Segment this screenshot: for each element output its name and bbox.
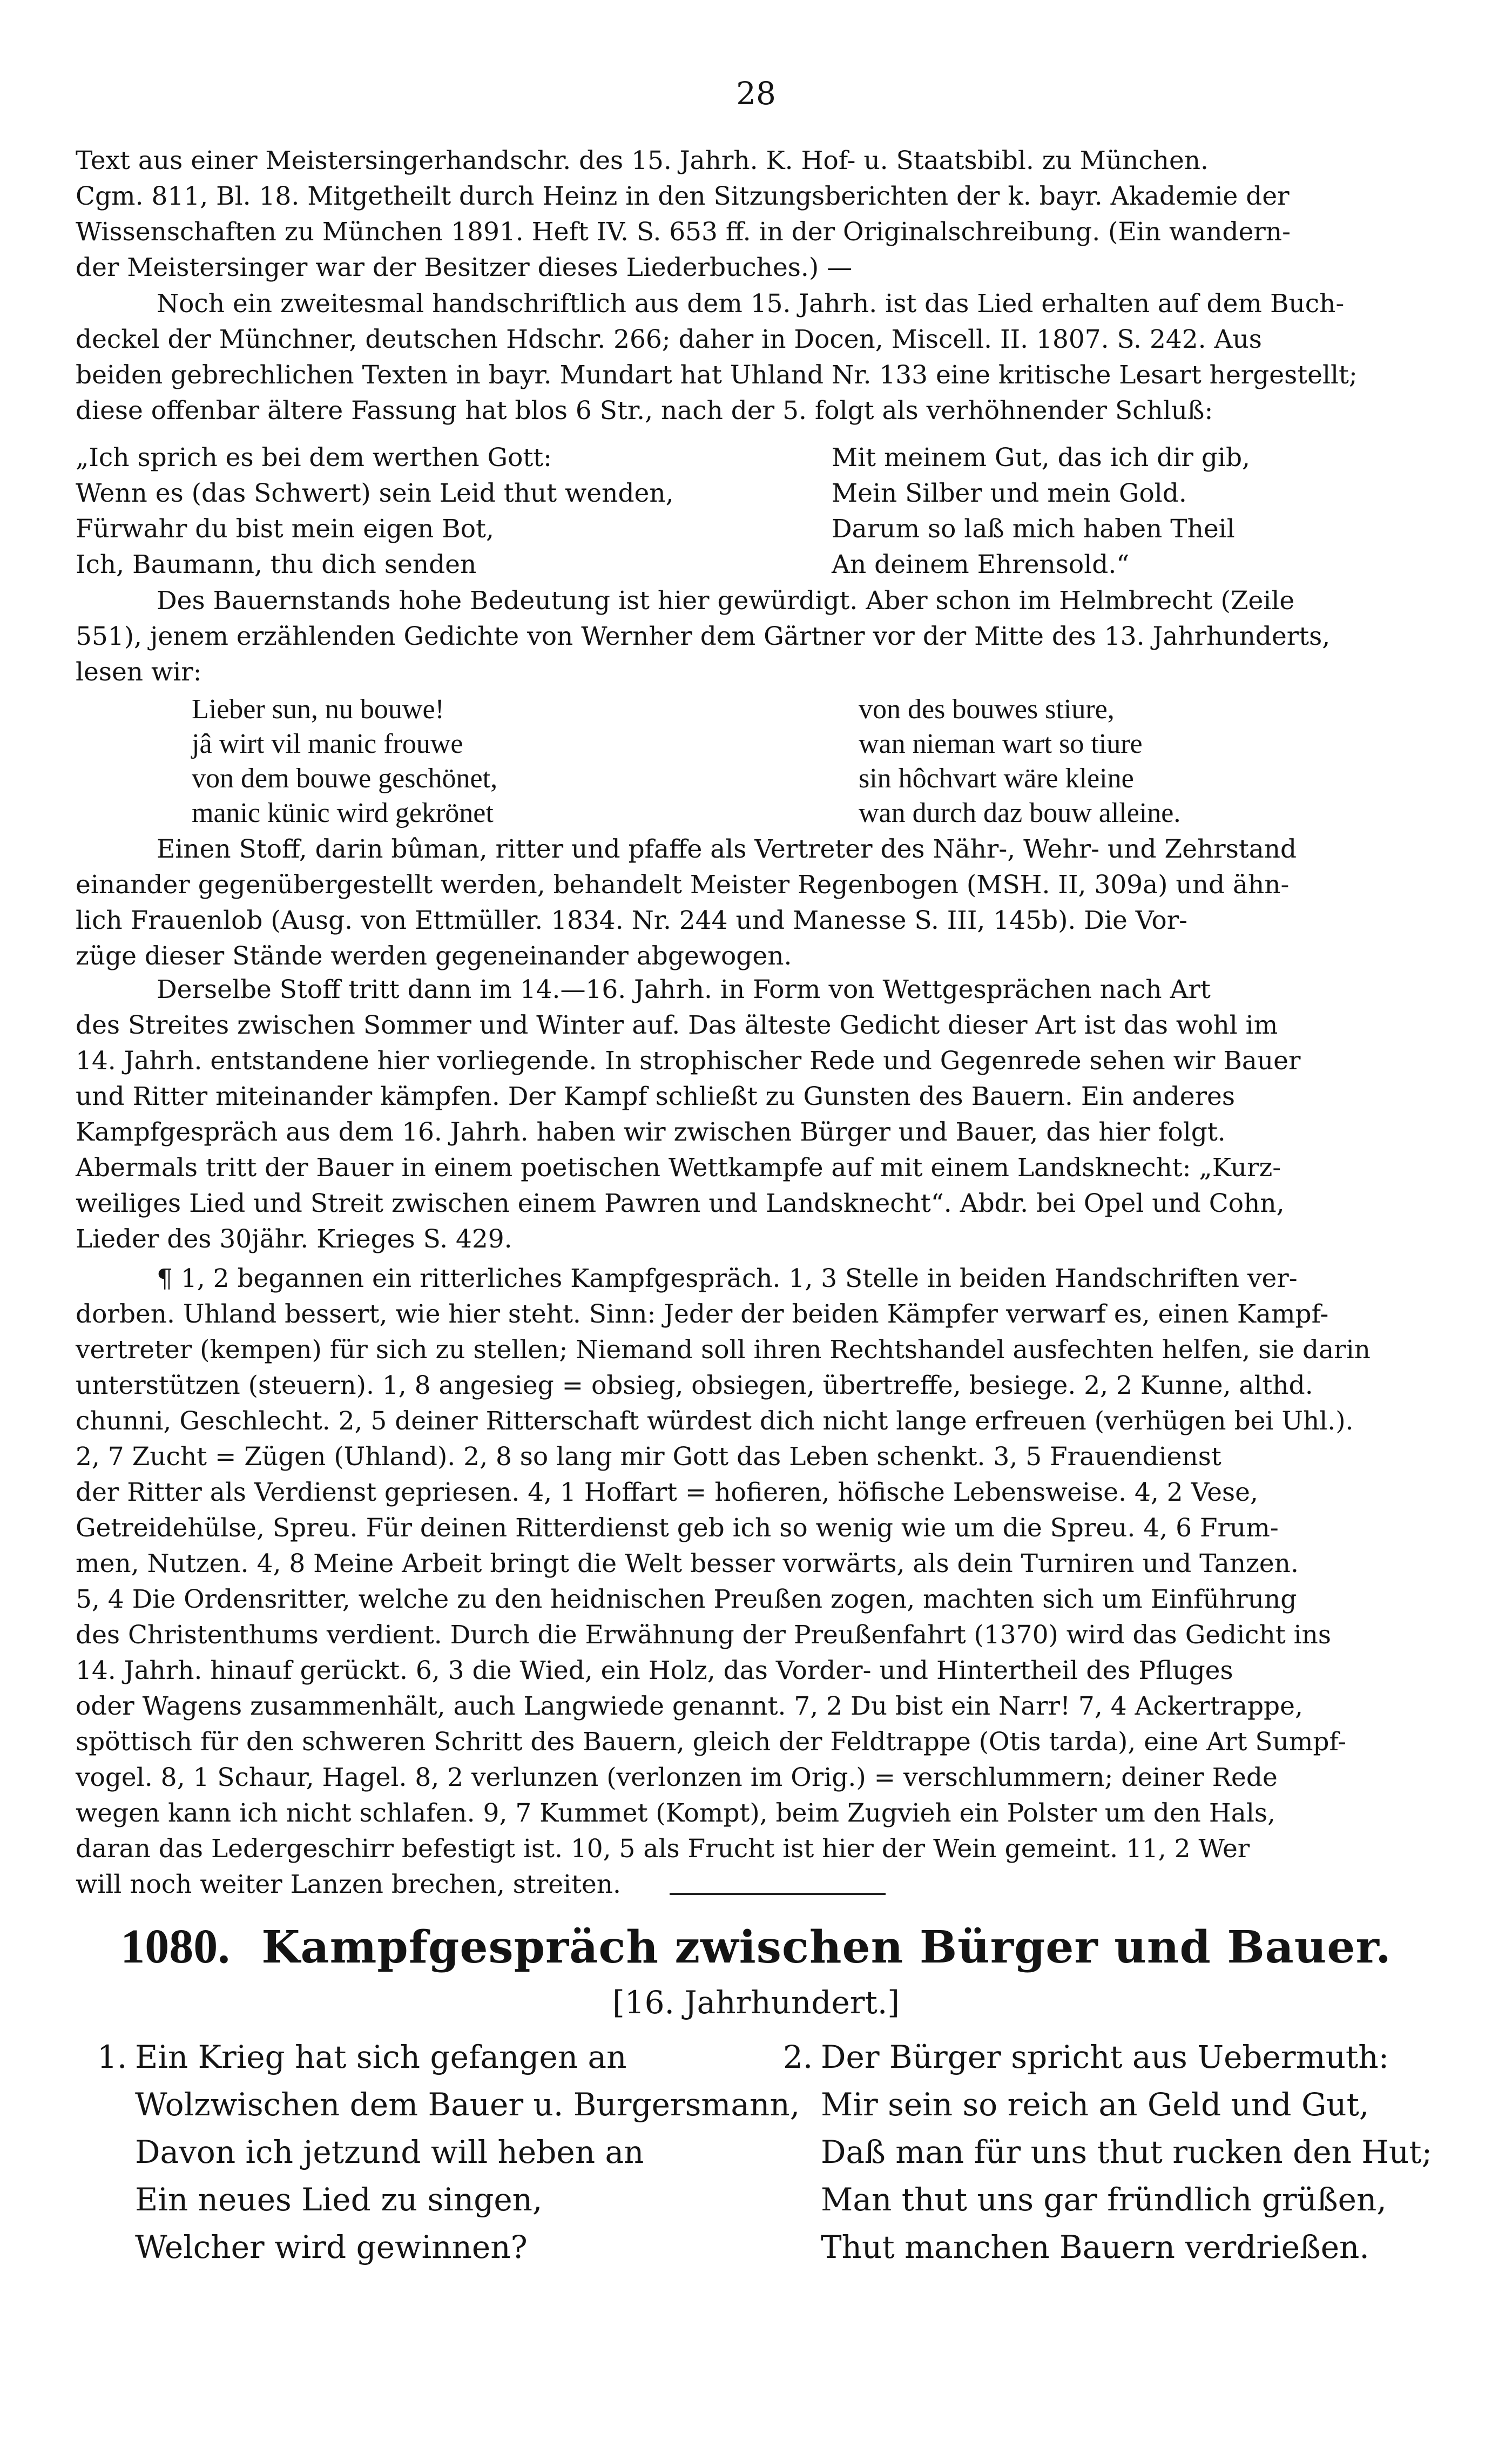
poem-line: Man thut uns gar fründlich grüßen, (821, 2181, 1387, 2218)
text-line: des Streites zwischen Sommer und Winter auf. Das älteste Gedicht dieser Art ist das wohl im (76, 1010, 1278, 1040)
text-line: beiden gebrechlichen Texten in bayr. Mundart hat Uhland Nr. 133 eine kritische Lesart hergestellt; (76, 360, 1358, 390)
verse-line: Darum so laß mich haben Theil (832, 514, 1235, 544)
note-line: dorben. Uhland bessert, wie hier steht. Sinn: Jeder der beiden Kämpfer verwarf es, einen Kampf- (76, 1299, 1329, 1329)
text-line: Abermals tritt der Bauer in einem poetischen Wettkampfe auf mit einem Landsknecht: „Kurz- (76, 1153, 1281, 1183)
note-line: ¶ 1, 2 begannen ein ritterliches Kampfgespräch. 1, 3 Stelle in beiden Handschriften ver- (157, 1264, 1298, 1293)
note-line: will noch weiter Lanzen brechen, streiten. (76, 1870, 621, 1899)
poem-line: Thut manchen Bauern verdrießen. (821, 2229, 1369, 2265)
stanza-number: 2. (783, 2039, 813, 2075)
manuscript-paragraph (76, 286, 1447, 429)
text-line: Cgm. 811, Bl. 18. Mitgetheilt durch Heinz in den Sitzungsberichten der k. bayr. Akademie der (76, 181, 1290, 211)
mhg-quote-right (859, 692, 1180, 831)
section-divider (670, 1893, 886, 1895)
verse-line: sin hôchvart wäre kleine (859, 763, 1134, 794)
text-line: Text aus einer Meistersingerhandschr. des 15. Jahrh. K. Hof- u. Staatsbibl. zu München. (76, 146, 1209, 176)
stoff-paragraph (76, 832, 1447, 974)
text-line: lich Frauenlob (Ausg. von Ettmüller. 1834. Nr. 244 und Manesse S. III, 145b). Die Vor- (76, 906, 1188, 935)
poem-line: Daß man für uns thut rucken den Hut; (821, 2134, 1433, 2170)
verse-line: jâ wirt vil manic frouwe (192, 729, 463, 759)
verse-line: manic künic wird gekrönet (192, 798, 494, 828)
text-line: Des Bauernstands hohe Bedeutung ist hier gewürdigt. Aber schon im Helmbrecht (Zeile (157, 586, 1295, 616)
text-line: Wissenschaften zu München 1891. Heft IV. S. 653 ff. in der Originalschreibung. (Ein wandern- (76, 217, 1291, 247)
verse-line: Mit meinem Gut, das ich dir gib, (832, 443, 1250, 473)
verse-line: Wenn es (das Schwert) sein Leid thut wenden, (76, 478, 674, 508)
note-line: daran das Ledergeschirr befestigt ist. 10, 5 als Frucht ist hier der Wein gemeint. 11, 2 Wer (76, 1834, 1250, 1864)
note-line: 5, 4 Die Ordensritter, welche zu den heidnischen Preußen zogen, machten sich um Einführung (76, 1584, 1297, 1614)
poem-line: Davon ich jetzund will heben an (135, 2134, 644, 2170)
text-line: und Ritter miteinander kämpfen. Der Kampf schließt zu Gunsten des Bauern. Ein anderes (76, 1082, 1235, 1111)
verse-line: wan durch daz bouw alleine. (859, 798, 1181, 828)
mhg-quote-left (192, 692, 497, 831)
text-line: Kampfgespräch aus dem 16. Jahrh. haben wir zwischen Bürger und Bauer, das hier folgt. (76, 1117, 1226, 1147)
verse-line: „Ich sprich es bei dem werthen Gott: (76, 443, 552, 473)
note-line: men, Nutzen. 4, 8 Meine Arbeit bringt die Welt besser vorwärts, als dein Turniren und Tanzen. (76, 1549, 1299, 1579)
text-line: Lieder des 30jähr. Krieges S. 429. (76, 1224, 512, 1254)
stanza-2 (783, 2033, 1432, 2271)
note-line: vogel. 8, 1 Schaur, Hagel. 8, 2 verlunzen (verlonzen im Orig.) = verschlummern; deiner Rede (76, 1763, 1278, 1792)
stanza-1 (97, 2033, 800, 2271)
text-line: der Meistersinger war der Besitzer dieses Liederbuches.) — (76, 253, 853, 282)
verse-line: Fürwahr du bist mein eigen Bot, (76, 514, 494, 544)
poem-line: Ein Krieg hat sich gefangen an (135, 2039, 627, 2075)
verse-line: Lieber sun, nu bouwe! (192, 694, 444, 725)
verse-line: wan nieman wart so tiure (859, 729, 1143, 759)
page-number: 28 (736, 75, 776, 112)
section-heading (0, 1917, 1512, 1977)
stanza-number: 1. (97, 2039, 127, 2075)
text-line: weiliges Lied und Streit zwischen einem Pawren und Landsknecht“. Abdr. bei Opel und Cohn, (76, 1189, 1285, 1218)
verse-line: Mein Silber und mein Gold. (832, 478, 1187, 508)
note-line: spöttisch für den schweren Schritt des Bauern, gleich der Feldtrappe (Otis tarda), eine Art Sumpf- (76, 1727, 1347, 1757)
text-line: 551), jenem erzählenden Gedichte von Wernher dem Gärtner vor der Mitte des 13. Jahrhunderts, (76, 622, 1331, 651)
poem-line: Wolzwischen dem Bauer u. Burgersmann, (135, 2086, 800, 2123)
text-line: diese offenbar ältere Fassung hat blos 6 Str., nach der 5. folgt als verhöhnender Schluß: (76, 396, 1213, 426)
poem-line: Welcher wird gewinnen? (135, 2229, 528, 2265)
note-line: Getreidehülse, Spreu. Für deinen Ritterdienst geb ich so wenig wie um die Spreu. 4, 6 Frum- (76, 1513, 1279, 1543)
section-title: Kampfgespräch zwischen Bürger und Bauer. (261, 1921, 1392, 1973)
explanatory-notes (76, 1261, 1447, 1903)
poem-line: Ein neues Lied zu singen, (135, 2181, 543, 2218)
verse-quote-right (832, 440, 1250, 583)
text-line: Einen Stoff, darin bûman, ritter und pfaffe als Vertreter des Nähr-, Wehr- und Zehrstand (157, 834, 1297, 864)
text-line: lesen wir: (76, 657, 202, 687)
note-line: der Ritter als Verdienst gepriesen. 4, 1 Hoffart = hofieren, höfische Lebensweise. 4, 2 Vese, (76, 1478, 1258, 1507)
note-line: wegen kann ich nicht schlafen. 9, 7 Kummet (Kompt), beim Zugvieh ein Polster um den Hals, (76, 1798, 1275, 1828)
helmbrecht-paragraph (76, 583, 1447, 690)
note-line: vertreter (kempen) für sich zu stellen; Niemand soll ihren Rechtshandel ausfechten helfen, sie darin (76, 1335, 1371, 1365)
poem-line: Mir sein so reich an Geld und Gut, (821, 2086, 1369, 2123)
intro-paragraph (76, 143, 1447, 286)
note-line: oder Wagens zusammenhält, auch Langwiede genannt. 7, 2 Du bist ein Narr! 7, 4 Ackertrappe, (76, 1691, 1303, 1721)
note-line: 14. Jahrh. hinauf gerückt. 6, 3 die Wied, ein Holz, das Vorder- und Hintertheil des Pfluges (76, 1656, 1233, 1685)
verse-quote-left (76, 440, 674, 583)
text-line: züge dieser Stände werden gegeneinander abgewogen. (76, 941, 792, 971)
wettgespraech-paragraph (76, 972, 1447, 1257)
verse-line: von des bouwes stiure, (859, 694, 1115, 725)
verse-line: Ich, Baumann, thu dich senden (76, 550, 477, 579)
note-line: chunni, Geschlecht. 2, 5 deiner Ritterschaft würdest dich nicht lange erfreuen (verhügen bei Uhl.). (76, 1406, 1354, 1436)
text-line: Derselbe Stoff tritt dann im 14.—16. Jahrh. in Form von Wettgesprächen nach Art (157, 975, 1211, 1004)
note-line: unterstützen (steuern). 1, 8 angesieg = obsieg, obsiegen, übertreffe, besiege. 2, 2 Kunne, althd. (76, 1371, 1313, 1400)
note-line: 2, 7 Zucht = Zügen (Uhland). 2, 8 so lang mir Gott das Leben schenkt. 3, 5 Frauendienst (76, 1442, 1221, 1472)
verse-line: An deinem Ehrensold.“ (832, 550, 1130, 579)
text-line: deckel der Münchner, deutschen Hdschr. 266; daher in Docen, Miscell. II. 1807. S. 242. Aus (76, 325, 1262, 354)
text-line: Noch ein zweitesmal handschriftlich aus dem 15. Jahrh. ist das Lied erhalten auf dem Buch- (157, 289, 1345, 319)
text-line: 14. Jahrh. entstandene hier vorliegende. In strophischer Rede und Gegenrede sehen wir Bauer (76, 1046, 1301, 1076)
text-line: einander gegenübergestellt werden, behandelt Meister Regenbogen (MSH. II, 309a) und ähn- (76, 870, 1290, 900)
poem-line: Der Bürger spricht aus Uebermuth: (821, 2039, 1389, 2075)
section-number: 1080. (120, 1920, 230, 1973)
century-subheading: [16. Jahrhundert.] (612, 1984, 900, 2021)
verse-line: von dem bouwe geschönet, (192, 763, 498, 794)
note-line: des Christenthums verdient. Durch die Erwähnung der Preußenfahrt (1370) wird das Gedicht ins (76, 1620, 1332, 1650)
